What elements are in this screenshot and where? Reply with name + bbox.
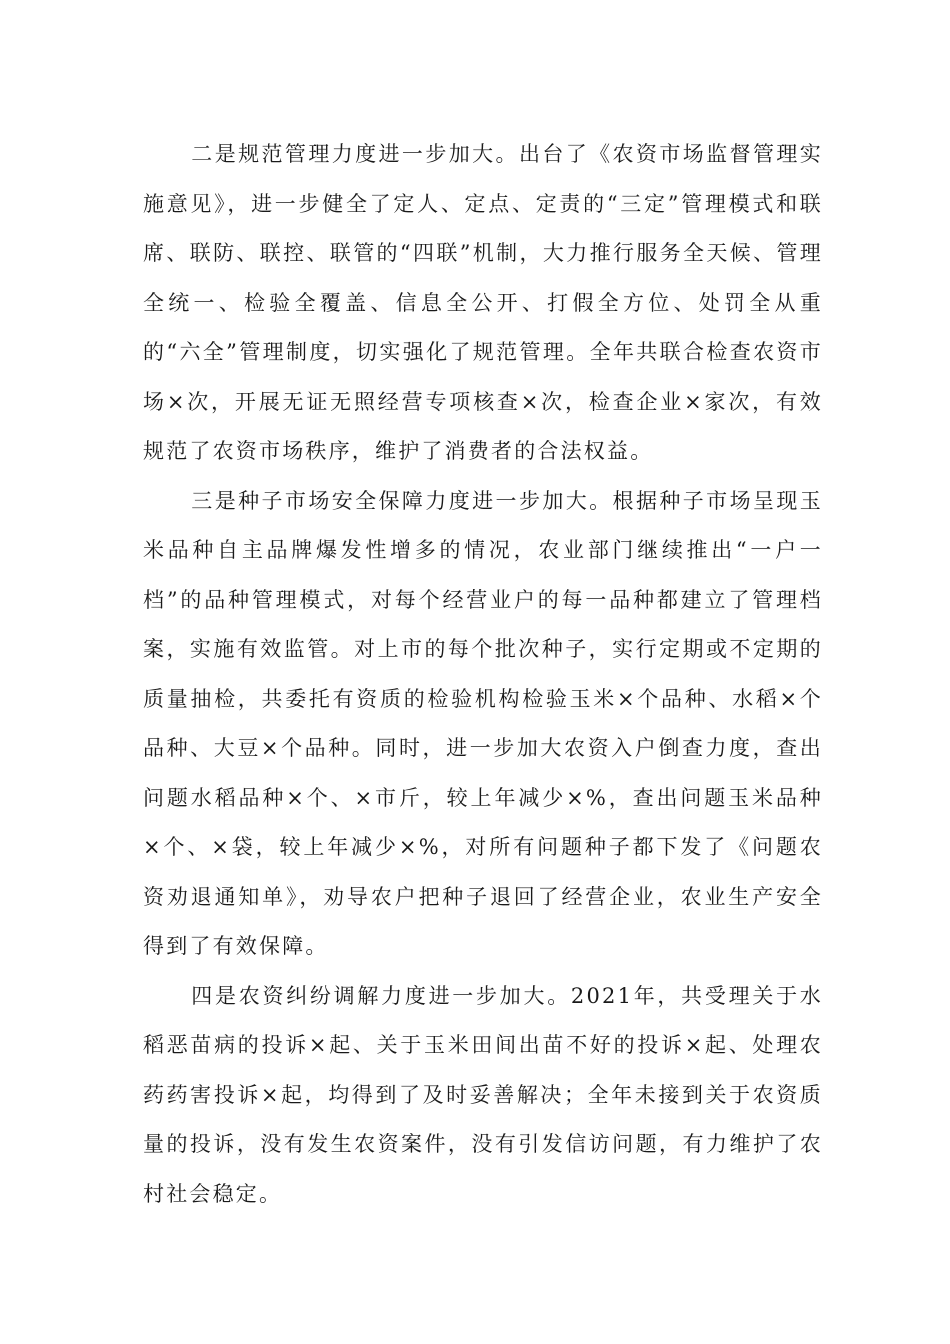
- paragraph-seed-market-safety: 三是种子市场安全保障力度进一步加大。根据种子市场呈现玉米品种自主品牌爆发性增多的情况，农业部门继续推出“一户一档”的品种管理模式，对每个经营业户的每一品种都建立了管理档案，实施有效监管。对上市的每个批次种子，实行定期或不定期的质量抽检，共委托有资质的检验机构检验玉米×个品种、水稻×个品种、大豆×个品种。同时，进一步加大农资入户倒查力度，查出问题水稻品种×个、×市斤，较上年减少×%，查出问题玉米品种×个、×袋，较上年减少×%，对所有问题种子都下发了《问题农资劝退通知单》，劝导农户把种子退回了经营企业，农业生产安全得到了有效保障。: [143, 488, 823, 958]
- paragraph-dispute-mediation: 四是农资纠纷调解力度进一步加大。2021年，共受理关于水稻恶苗病的投诉×起、关于玉米田间出苗不好的投诉×起、处理农药药害投诉×起，均得到了及时妥善解决；全年未接到关于农资质量的投诉，没有发生农资案件，没有引发信访问题，有力维护了农村社会稳定。: [143, 983, 823, 1206]
- paragraph-standardized-management: 二是规范管理力度进一步加大。出台了《农资市场监督管理实施意见》，进一步健全了定人、定点、定责的“三定”管理模式和联席、联防、联控、联管的“四联”机制，大力推行服务全天候、管理全统一、检验全覆盖、信息全公开、打假全方位、处罚全从重的“六全”管理制度，切实强化了规范管理。全年共联合检查农资市场×次，开展无证无照经营专项核查×次，检查企业×家次，有效规范了农资市场秩序，维护了消费者的合法权益。: [143, 142, 823, 463]
- document-body: [143, 130, 823, 1219]
